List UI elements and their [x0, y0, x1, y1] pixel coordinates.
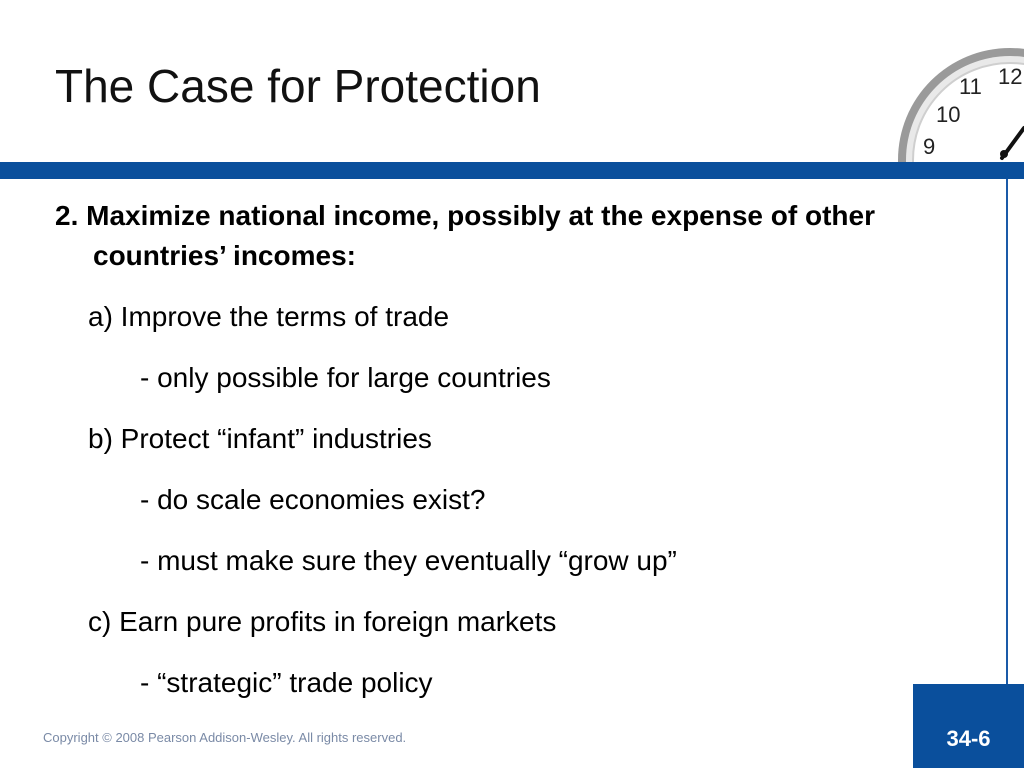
slide-title: The Case for Protection — [55, 60, 541, 112]
clock-numeral-11: 11 — [959, 74, 982, 99]
list-subitem-b2: - must make sure they eventually “grow up” — [140, 545, 677, 576]
clock-numeral-12: 12 — [998, 64, 1023, 89]
list-item-b: b) Protect “infant” industries — [88, 423, 432, 454]
page-number-box — [913, 684, 1024, 768]
list-subitem-c1: - “strategic” trade policy — [140, 667, 433, 698]
list-item-c: c) Earn pure profits in foreign markets — [88, 606, 557, 637]
right-border-line — [1006, 179, 1008, 684]
page-number: 34-6 — [946, 726, 991, 751]
clock-numeral-9: 9 — [923, 134, 936, 159]
list-subitem-a1: - only possible for large countries — [140, 362, 551, 393]
list-item-a: a) Improve the terms of trade — [88, 301, 450, 332]
header-divider-bar — [0, 162, 1024, 179]
clock-icon — [890, 40, 1024, 162]
slide-body — [55, 196, 985, 703]
clock-numeral-10: 10 — [936, 102, 961, 127]
copyright-text: Copyright © 2008 Pearson Addison-Wesley. All rights reserved. — [43, 730, 407, 745]
main-point: 2. Maximize national income, possibly at the expense of other countries’ incomes: — [55, 200, 875, 271]
list-subitem-b1: - do scale economies exist? — [140, 484, 486, 515]
